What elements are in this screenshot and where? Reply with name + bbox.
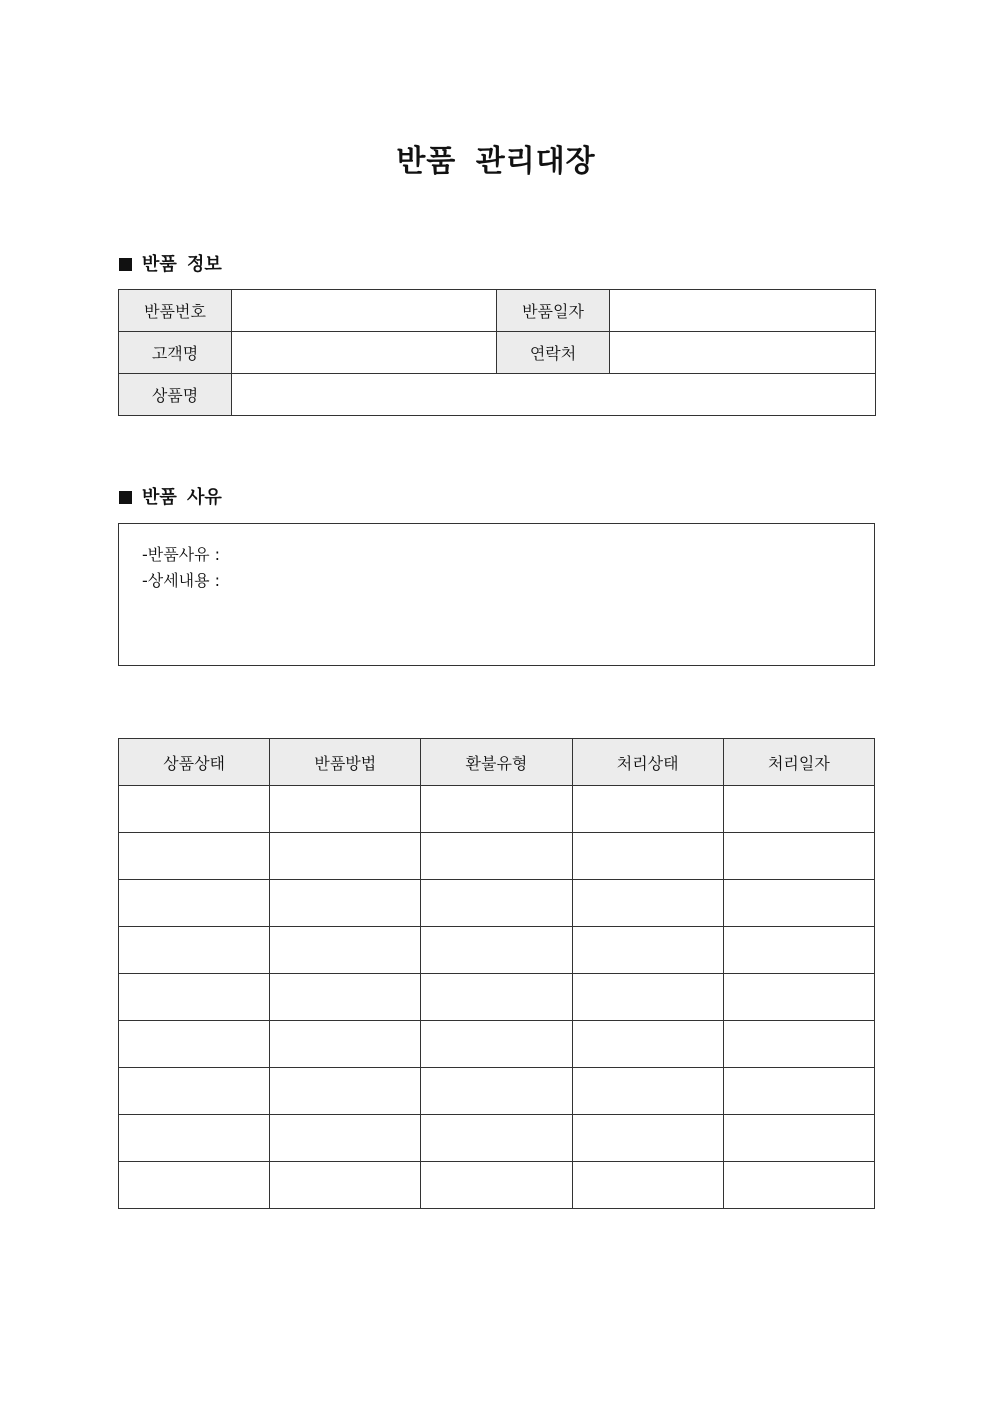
- contact-label: 연락처: [497, 332, 610, 374]
- section-heading-label: 반품 정보: [142, 254, 222, 275]
- return-reason-line: -반품사유 :: [142, 545, 221, 564]
- table-cell[interactable]: [723, 927, 874, 974]
- table-cell[interactable]: [572, 1115, 723, 1162]
- process-date-header: 처리일자: [723, 739, 874, 786]
- section-heading-label: 반품 사유: [142, 487, 222, 508]
- table-cell[interactable]: [270, 786, 421, 833]
- table-cell[interactable]: [270, 974, 421, 1021]
- table-cell[interactable]: [572, 786, 723, 833]
- table-cell[interactable]: [723, 833, 874, 880]
- table-cell[interactable]: [723, 1162, 874, 1209]
- table-cell[interactable]: [723, 880, 874, 927]
- table-cell[interactable]: [421, 833, 572, 880]
- table-cell[interactable]: [119, 1162, 270, 1209]
- detail-content-line: -상세내용 :: [142, 571, 221, 590]
- refund-type-header: 환불유형: [421, 739, 572, 786]
- table-row: [119, 833, 875, 880]
- table-cell[interactable]: [270, 1115, 421, 1162]
- table-cell[interactable]: [119, 1115, 270, 1162]
- return-info-table: [118, 289, 876, 416]
- return-number-field[interactable]: [232, 290, 497, 332]
- table-cell[interactable]: [119, 833, 270, 880]
- return-number-label: 반품번호: [119, 290, 232, 332]
- table-cell[interactable]: [572, 927, 723, 974]
- table-cell[interactable]: [572, 880, 723, 927]
- table-cell[interactable]: [421, 974, 572, 1021]
- customer-name-label: 고객명: [119, 332, 232, 374]
- customer-name-field[interactable]: [232, 332, 497, 374]
- table-row: [119, 786, 875, 833]
- square-bullet-icon: [119, 491, 132, 504]
- table-cell[interactable]: [421, 1162, 572, 1209]
- table-cell[interactable]: [723, 1068, 874, 1115]
- table-cell[interactable]: [723, 1115, 874, 1162]
- product-name-label: 상품명: [119, 374, 232, 416]
- table-cell[interactable]: [119, 927, 270, 974]
- table-cell[interactable]: [572, 833, 723, 880]
- table-cell[interactable]: [572, 974, 723, 1021]
- return-reason-box[interactable]: [118, 523, 875, 666]
- square-bullet-icon: [119, 258, 132, 271]
- table-cell[interactable]: [270, 1162, 421, 1209]
- table-cell[interactable]: [572, 1021, 723, 1068]
- table-row: [119, 880, 875, 927]
- table-cell[interactable]: [421, 786, 572, 833]
- table-header-row: [119, 739, 875, 786]
- table-row: [119, 374, 876, 416]
- table-cell[interactable]: [270, 927, 421, 974]
- table-cell[interactable]: [119, 880, 270, 927]
- table-cell[interactable]: [723, 974, 874, 1021]
- table-row: [119, 1162, 875, 1209]
- table-cell[interactable]: [270, 1068, 421, 1115]
- document-title: 반품 관리대장: [396, 144, 596, 179]
- section-heading-return-reason: [119, 486, 222, 510]
- table-cell[interactable]: [421, 927, 572, 974]
- table-cell[interactable]: [723, 786, 874, 833]
- table-row: [119, 927, 875, 974]
- table-cell[interactable]: [723, 1021, 874, 1068]
- table-row: [119, 1021, 875, 1068]
- return-method-header: 반품방법: [270, 739, 421, 786]
- table-cell[interactable]: [421, 1068, 572, 1115]
- table-row: [119, 1115, 875, 1162]
- table-cell[interactable]: [119, 974, 270, 1021]
- table-cell[interactable]: [572, 1162, 723, 1209]
- table-row: [119, 290, 876, 332]
- table-cell[interactable]: [270, 880, 421, 927]
- table-cell[interactable]: [270, 833, 421, 880]
- process-status-header: 처리상태: [572, 739, 723, 786]
- table-cell[interactable]: [270, 1021, 421, 1068]
- table-cell[interactable]: [421, 1021, 572, 1068]
- table-cell[interactable]: [572, 1068, 723, 1115]
- table-cell[interactable]: [119, 1068, 270, 1115]
- return-status-table: [118, 738, 875, 1209]
- product-name-field[interactable]: [232, 374, 876, 416]
- contact-field[interactable]: [610, 332, 876, 374]
- table-cell[interactable]: [421, 1115, 572, 1162]
- section-heading-return-info: [119, 253, 222, 277]
- table-cell[interactable]: [421, 880, 572, 927]
- table-row: [119, 1068, 875, 1115]
- return-date-label: 반품일자: [497, 290, 610, 332]
- table-cell[interactable]: [119, 1021, 270, 1068]
- return-date-field[interactable]: [610, 290, 876, 332]
- product-condition-header: 상품상태: [119, 739, 270, 786]
- table-cell[interactable]: [119, 786, 270, 833]
- table-row: [119, 974, 875, 1021]
- table-row: [119, 332, 876, 374]
